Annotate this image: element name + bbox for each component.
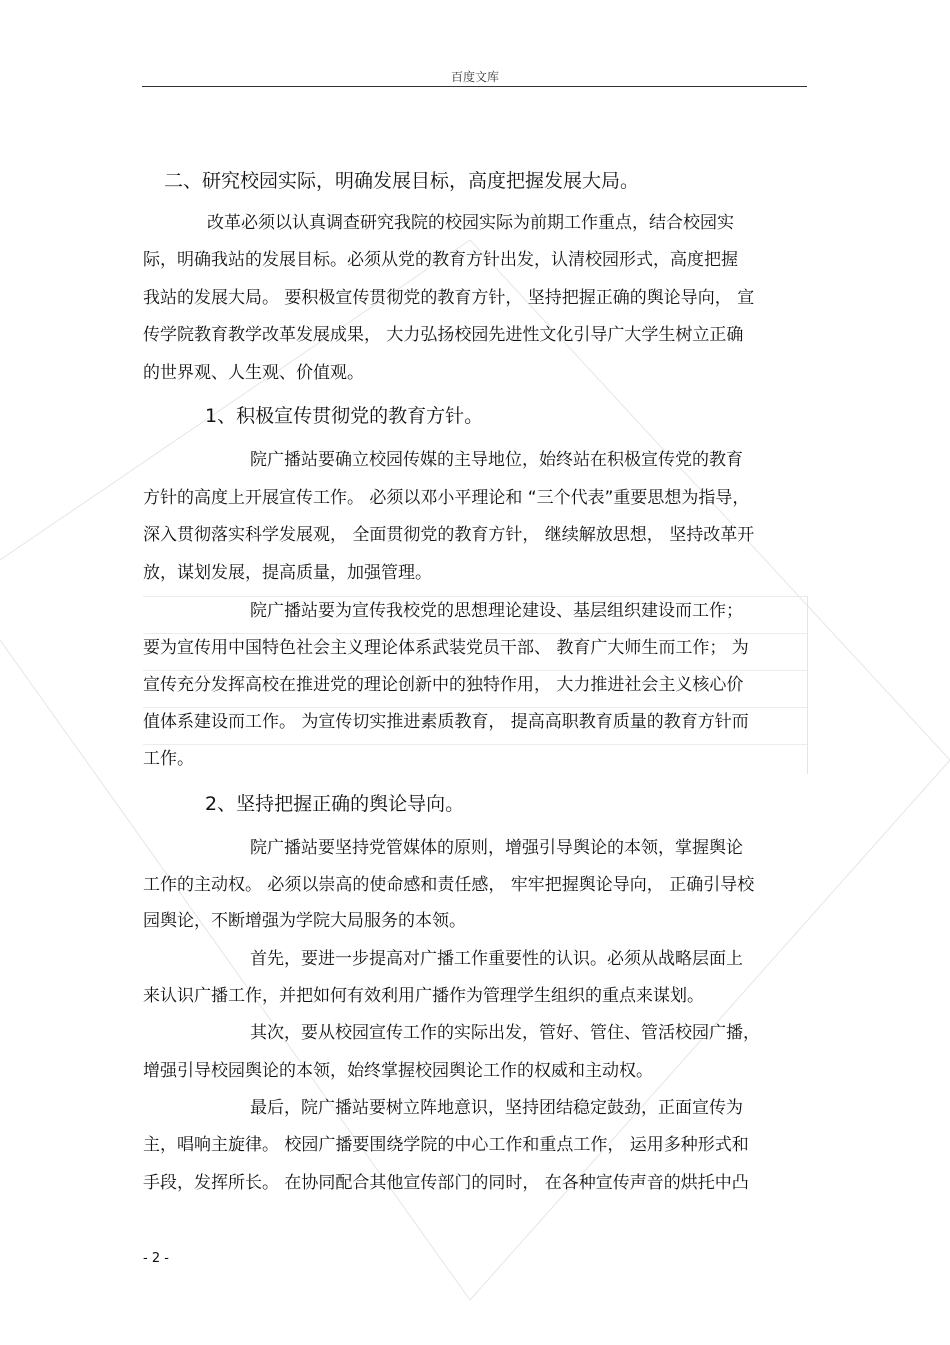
subsection-heading: 1、积极宣传贯彻党的教育方针。 [205,405,484,427]
paragraph-line: 手段，发挥所长。 在协同配合其他宣传部门的同时， 在各种宣传声音的烘托中凸 [143,1173,749,1193]
paragraph-line: 最后，院广播站要树立阵地意识，坚持团结稳定鼓劲，正面宣传为 [250,1098,743,1118]
paragraph-line: 院广播站要坚持党管媒体的原则，增强引导舆论的本领，掌握舆论 [250,838,743,858]
paragraph-line: 传学院教育教学改革发展成果， 大力弘扬校园先进性文化引导广大学生树立正确 [143,325,744,345]
paragraph-line: 我站的发展大局。 要积极宣传贯彻党的教育方针， 坚持把握正确的舆论导向， 宣 [143,288,755,308]
paragraph-line: 工作。 [143,749,194,769]
paragraph-line: 来认识广播工作，并把如何有效利用广播作为管理学生组织的重点来谋划。 [143,986,704,1006]
row-divider [143,596,807,597]
paragraph-line: 际，明确我站的发展目标。必须从党的教育方针出发，认清校园形式，高度把握 [143,250,738,270]
paragraph-line: 深入贯彻落实科学发展观， 全面贯彻党的教育方针， 继续解放思想， 坚持改革开 [143,525,755,545]
subsection-heading: 2、坚持把握正确的舆论导向。 [205,793,465,815]
header-rule [142,86,807,87]
paragraph-line: 的世界观、人生观、价值观。 [143,363,364,383]
paragraph-line: 园舆论，不断增强为学院大局服务的本领。 [143,911,466,931]
header-title: 百度文库 [450,70,499,84]
paragraph-line: 宣传充分发挥高校在推进党的理论创新中的独特作用， 大力推进社会主义核心价 [143,675,744,695]
paragraph-line: 增强引导校园舆论的本领，始终掌握校园舆论工作的权威和主动权。 [143,1061,653,1081]
paragraph-line: 院广播站要为宣传我校党的思想理论建设、基层组织建设而工作； [250,601,743,621]
page-number: - 2 - [143,1251,169,1266]
row-divider [143,707,807,708]
paragraph-line: 主，唱响主旋律。 校园广播要围绕学院的中心工作和重点工作， 运用多种形式和 [143,1135,749,1155]
section-heading: 二、研究校园实际，明确发展目标，高度把握发展大局。 [164,170,640,192]
row-divider [143,744,807,745]
row-divider [143,670,807,671]
paragraph-line: 其次，要从校园宣传工作的实际出发，管好、管住、管活校园广播， [250,1023,760,1043]
paragraph-line: 首先，要进一步提高对广播工作重要性的认识。必须从战略层面上 [250,949,743,969]
paragraph-line: 工作的主动权。 必须以崇高的使命感和责任感， 牢牢把握舆论导向， 正确引导校 [143,875,755,895]
paragraph-line: 院广播站要确立校园传媒的主导地位，始终站在积极宣传党的教育 [250,450,743,470]
paragraph-line: 改革必须以认真调查研究我院的校园实际为前期工作重点，结合校园实 [207,213,734,233]
row-divider [143,633,807,634]
paragraph-line: 方针的高度上开展宣传工作。 必须以邓小平理论和 “三个代表”重要思想为指导， [143,488,750,508]
paragraph-line: 放，谋划发展，提高质量，加强管理。 [143,563,432,583]
paragraph-line: 值体系建设而工作。 为宣传切实推进素质教育， 提高高职教育质量的教育方针而 [143,712,749,732]
paragraph-line: 要为宣传用中国特色社会主义理论体系武装党员干部、 教育广大师生而工作； 为 [143,638,749,658]
